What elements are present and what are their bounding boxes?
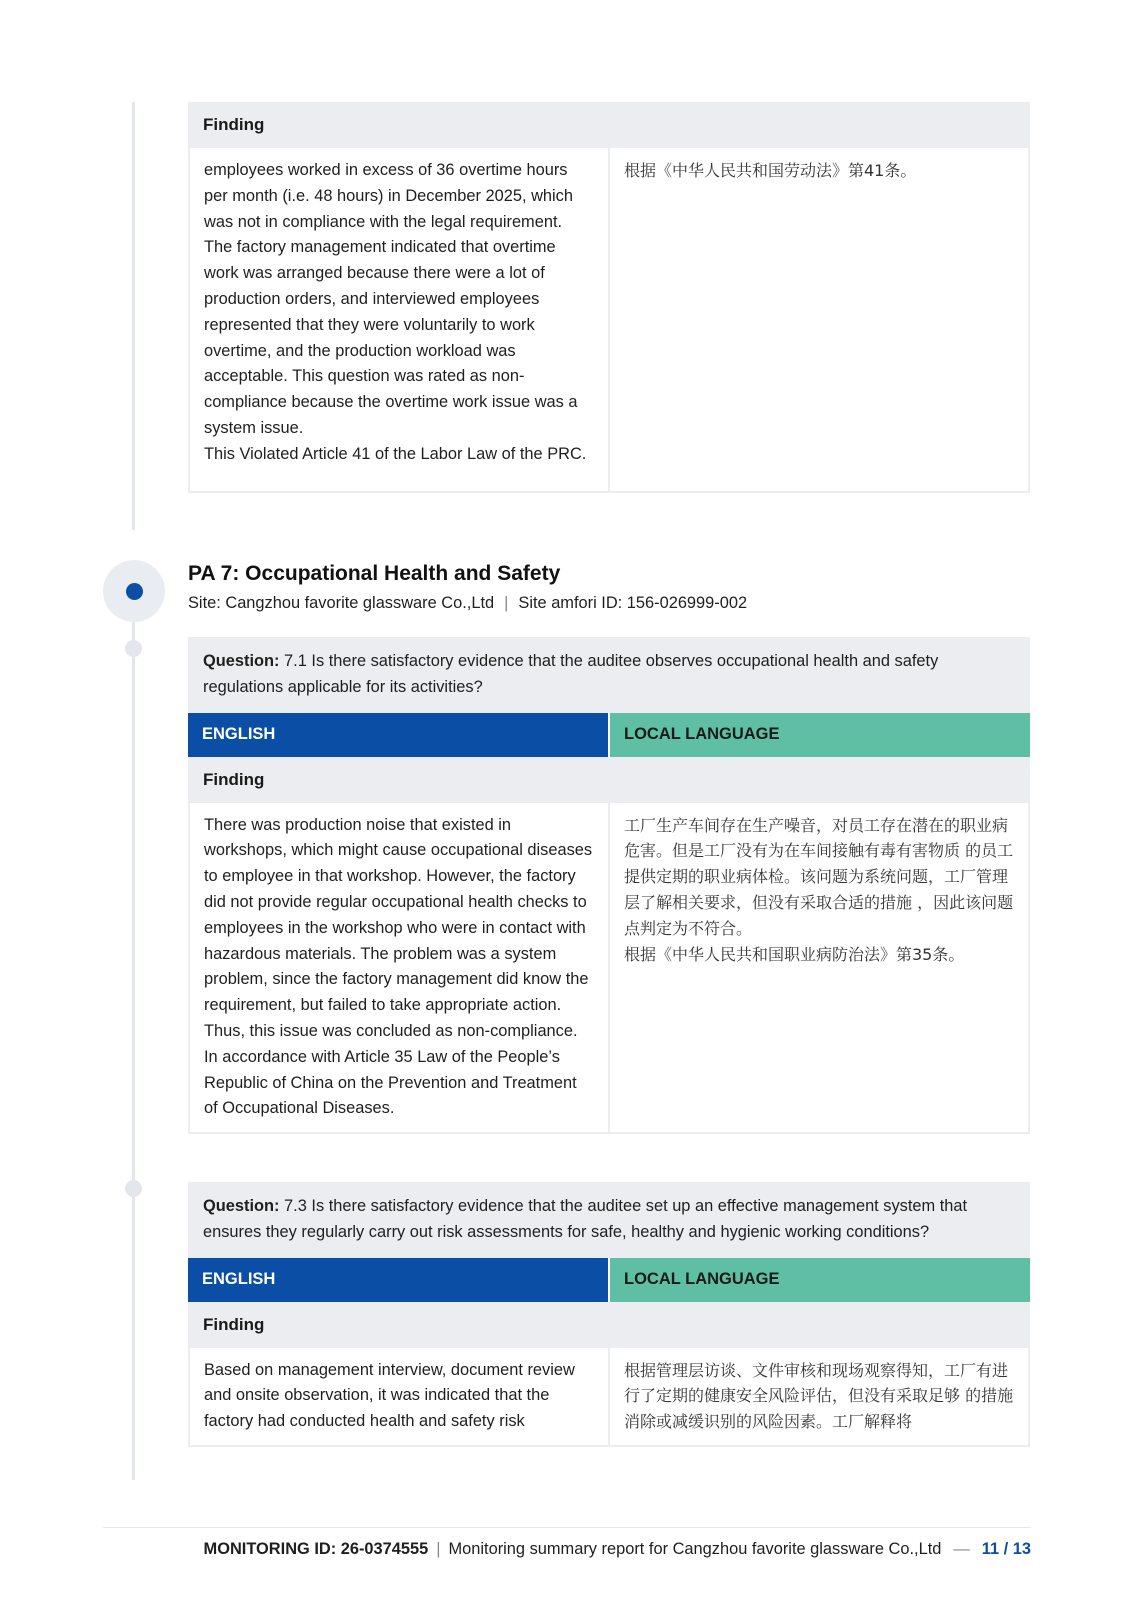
finding-local xyxy=(610,148,1028,491)
finding-text: This Violated Article 41 of the Labor Law of the PRC. xyxy=(204,444,587,463)
footer-dash: — xyxy=(953,1540,970,1558)
finding-columns xyxy=(188,1348,1030,1447)
finding-text-local: 根据《中华人民共和国劳动法》第41条。 xyxy=(624,161,917,180)
finding-local xyxy=(610,803,1028,1133)
footer-separator: | xyxy=(436,1540,441,1558)
question-box xyxy=(188,637,1030,713)
section-dot-icon xyxy=(126,583,143,600)
finding-local xyxy=(610,1348,1028,1445)
report-summary-title: Monitoring summary report for Cangzhou favorite glassware Co.,Ltd xyxy=(448,1540,942,1558)
question-node-icon xyxy=(125,640,142,657)
site-amfori-id: Site amfori ID: 156-026999-002 xyxy=(518,594,748,612)
page-footer xyxy=(204,1540,1031,1559)
question-block-7-1 xyxy=(188,637,1030,1134)
finding-text-local: 根据管理层访谈、文件审核和现场观察得知，工厂有进行了定期的健康安全风险评估，但没有采取足够 的措施消除或减缓识别的风险因素。工厂解释将 xyxy=(624,1360,1014,1432)
timeline-line xyxy=(132,102,135,530)
site-name: Site: Cangzhou favorite glassware Co.,Ltd xyxy=(188,594,495,612)
finding-english xyxy=(190,148,610,491)
finding-text: In accordance with Article 35 Law of the People’s Republic of China on the Prevention and Treatment of Occupational Diseases. xyxy=(204,1047,577,1118)
question-box xyxy=(188,1182,1030,1258)
local-language-header: LOCAL LANGUAGE xyxy=(610,1258,1030,1302)
section-title: PA 7: Occupational Health and Safety xyxy=(188,562,561,585)
english-header: ENGLISH xyxy=(188,1258,610,1302)
finding-text: employees worked in excess of 36 overtime hours per month (i.e. 48 hours) in December 2025, which was not in compliance with the legal requirement. The factory management indicated that overtime work was arranged because there were a lot of production orders, and interviewed employees represented that they were voluntarily to work overtime, and the production workload was acceptable. This question was rated as non-compliance because the overtime work issue was a system issue. xyxy=(204,161,578,437)
finding-english xyxy=(190,803,610,1133)
question-label: Question: xyxy=(203,652,280,670)
section-site-line xyxy=(188,594,747,613)
page-number: 11 / 13 xyxy=(981,1540,1031,1558)
footer-divider xyxy=(103,1527,1031,1528)
question-block-7-3 xyxy=(188,1182,1030,1447)
finding-label: Finding xyxy=(188,757,1030,803)
finding-table-continued xyxy=(188,102,1030,493)
finding-english xyxy=(190,1348,610,1445)
timeline-line xyxy=(132,614,135,1480)
question-node-icon xyxy=(125,1180,142,1197)
language-header-row xyxy=(188,713,1030,757)
section-node-icon xyxy=(103,560,165,622)
finding-text: There was production noise that existed in workshops, which might cause occupational diseases to employee in that workshop. However, the factory did not provide regular occupational health checks to employees in the workshop who were in contact with hazardous materials. The problem was a system problem, since the factory management did know the requirement, but failed to take appropriate action. Thus, this issue was concluded as non-compliance. xyxy=(204,815,593,1040)
monitoring-id: MONITORING ID: 26-0374555 xyxy=(203,1540,429,1558)
finding-text-local: 工厂生产车间存在生产噪音，对员工存在潜在的职业病危害。但是工厂没有为在车间接触有毒有害物质 的员工提供定期的职业病体检。该问题为系统问题，工厂管理层了解相关要求，但没有采取合适的措施 ，因此该问题点判定为不符合。 xyxy=(624,815,1014,938)
language-header-row xyxy=(188,1258,1030,1302)
english-header: ENGLISH xyxy=(188,713,610,757)
question-text: 7.1 Is there satisfactory evidence that the auditee observes occupational health and safety regulations applicable for its activities? xyxy=(203,652,939,696)
question-label: Question: xyxy=(203,1197,280,1215)
local-language-header: LOCAL LANGUAGE xyxy=(610,713,1030,757)
finding-text-local: 根据《中华人民共和国职业病防治法》第35条。 xyxy=(624,944,965,964)
site-separator: | xyxy=(504,594,509,612)
question-text: 7.3 Is there satisfactory evidence that the auditee set up an effective management system that ensures they regularly carry out risk assessments for safe, healthy and hygienic working conditions? xyxy=(203,1197,968,1241)
finding-label: Finding xyxy=(188,1302,1030,1348)
finding-columns xyxy=(188,803,1030,1135)
finding-columns xyxy=(188,148,1030,493)
finding-label: Finding xyxy=(188,102,1030,148)
finding-text: Based on management interview, document review and onsite observation, it was indicated that the factory had conducted health and safety risk xyxy=(204,1360,575,1431)
